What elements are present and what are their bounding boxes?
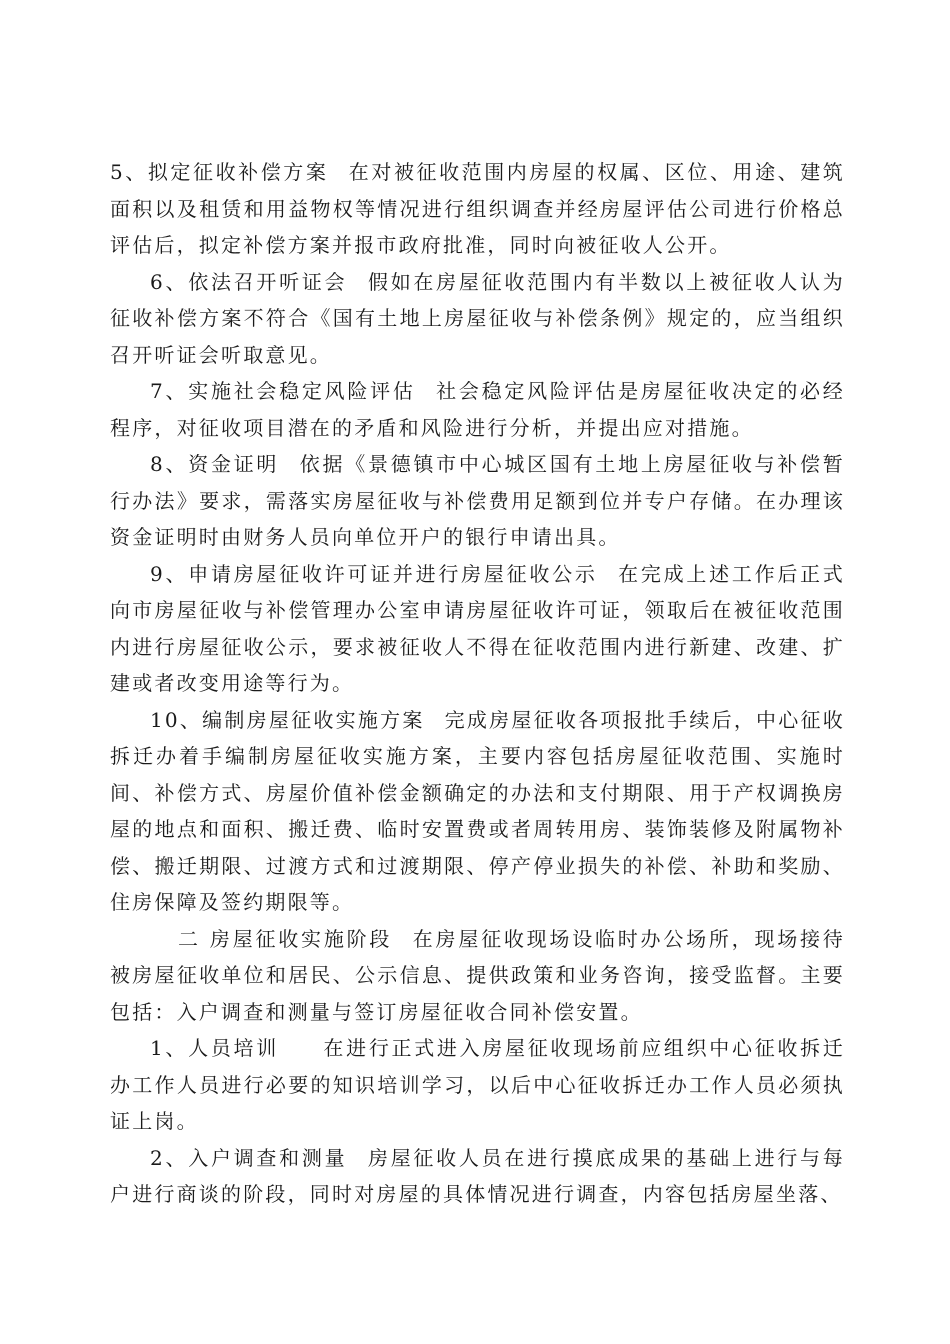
paragraph-heading: 9、申请房屋征收许可证并进行房屋征收公示: [150, 561, 598, 586]
paragraph-heading: 10、编制房屋征收实施方案: [150, 707, 425, 732]
document-body: [110, 154, 845, 1213]
paragraph-text: 在对被征收范围内房屋的权属、区位、用途、建筑面积以及租赁和用益物权等情况进行组织调查并经房屋评估公司进行价格总评估后，拟定补偿方案并报市政府批准，同时向被征收人公开。: [110, 160, 845, 257]
paragraph-heading: 5、拟定征收补偿方案: [110, 160, 329, 184]
paragraph-heading: 6、依法召开听证会: [150, 269, 348, 294]
paragraph-text: 社会稳定风险评估是房屋征收决定的必经程序，对征收项目潜在的矛盾和风险进行分析，并提出应对措施。: [110, 379, 845, 440]
paragraph-2-1: [110, 1030, 845, 1140]
paragraph-6: [110, 264, 845, 374]
paragraph-2-2: [110, 1140, 845, 1213]
paragraph-heading: 7、实施社会稳定风险评估: [150, 379, 416, 403]
paragraph-text: 在完成上述工作后正式向市房屋征收与补偿管理办公室申请房屋征收许可证，领取后在被征收范围内进行房屋征收公示，要求被征收人不得在征收范围内进行新建、改建、扩建或者改变用途等行为。: [110, 561, 846, 695]
paragraph-8: [110, 446, 845, 556]
paragraph-text: 依据《景德镇市中心城区国有土地上房屋征收与补偿暂行办法》要求，需落实房屋征收与补偿费用足额到位并专户存储。在办理该资金证明时由财务人员向单位开户的银行申请出具。: [110, 452, 845, 549]
paragraph-text: 在进行正式进入房屋征收现场前应组织中心征收拆迁办工作人员进行必要的知识培训学习，以后中心征收拆迁办工作人员必须执证上岗。: [110, 1036, 845, 1133]
paragraph-heading: 2、入户调查和测量: [150, 1145, 348, 1170]
paragraph-text: 房屋征收人员在进行摸底成果的基础上进行与每户进行商谈的阶段，同时对房屋的具体情况进行调查，内容包括房屋坐落、: [110, 1145, 845, 1206]
paragraph-text: 在房屋征收现场设临时办公场所，现场接待被房屋征收单位和居民、公示信息、提供政策和业务咨询，接受监督。主要包括：入户调查和测量与签订房屋征收合同补偿安置。: [110, 926, 845, 1024]
paragraph-heading: 8、资金证明: [150, 452, 280, 476]
paragraph-10: [110, 702, 845, 921]
section-2-paragraph: [110, 921, 845, 1031]
paragraph-text: 假如在房屋征收范围内有半数以上被征收人认为征收补偿方案不符合《国有土地上房屋征收与补偿条例》规定的，应当组织召开听证会听取意见。: [110, 269, 845, 367]
paragraph-text: 完成房屋征收各项报批手续后，中心征收拆迁办着手编制房屋征收实施方案，主要内容包括房屋征收范围、实施时间、补偿方式、房屋价值补偿金额确定的办法和支付期限、用于产权调换房屋的地点和面积、搬迁费、临时安置费或者周转用房、装饰装修及附属物补偿、搬迁期限、过渡方式和过渡期限、停产停业损失的补偿、补助和奖励、住房保障及签约期限等。: [110, 707, 845, 914]
paragraph-9: [110, 556, 845, 702]
paragraph-heading: 1、人员培训: [150, 1036, 279, 1060]
paragraph-7: [110, 373, 845, 446]
paragraph-5: [110, 154, 845, 264]
section-heading: 二 房屋征收实施阶段: [178, 926, 393, 951]
